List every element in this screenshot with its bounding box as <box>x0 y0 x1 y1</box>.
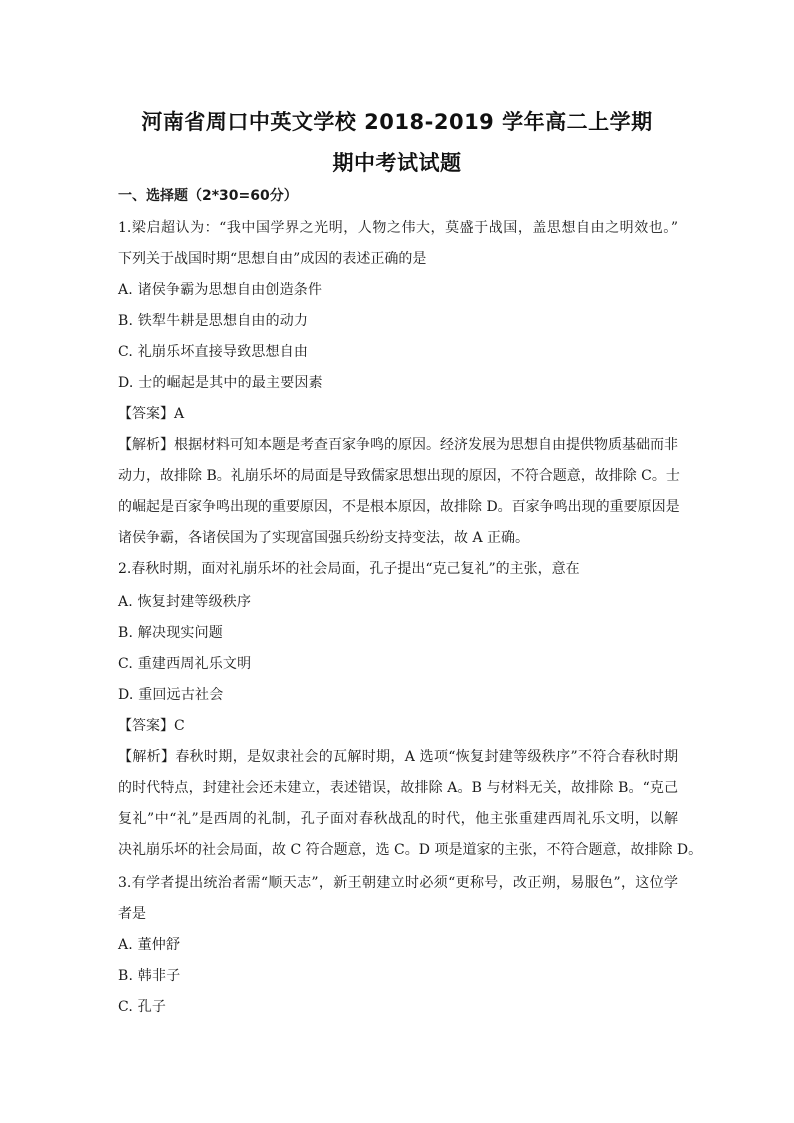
question-3-stem: 3.有学者提出统治者需“顺天志”，新王朝建立时必须“更称号，改正朔，易服色”，这位学 <box>118 875 678 891</box>
question-1-stem: 1.梁启超认为：“我中国学界之光明，人物之伟大，莫盛于战国，盖思想自由之明效也。” <box>118 220 678 236</box>
question-1-stem-cont: 下列关于战国时期“思想自由”成因的表述正确的是 <box>118 251 427 267</box>
question-1-analysis-line: 诸侯争霸，各诸侯国为了实现富国强兵纷纷支持变法，故 A 正确。 <box>118 530 530 546</box>
question-1-analysis-line: 【解析】根据材料可知本题是考查百家争鸣的原因。经济发展为思想自由提供物质基础而非 <box>118 437 678 453</box>
question-1-answer: 【答案】A <box>118 406 185 422</box>
question-2-option-d: D. 重回远古社会 <box>118 687 224 703</box>
question-2-analysis-line: 复礼”中“礼”是西周的礼制，孔子面对春秋战乱的时代，他主张重建西周礼乐文明，以解 <box>118 811 678 827</box>
question-2-answer: 【答案】C <box>118 718 185 734</box>
document-title: 河南省周口中英文学校 2018-2019 学年高二上学期 <box>141 110 653 134</box>
question-2-analysis-line: 决礼崩乐坏的社会局面，故 C 符合题意，选 C。D 项是道家的主张，不符合题意，故排除 D。 <box>118 842 703 858</box>
question-1-option-d: D. 士的崛起是其中的最主要因素 <box>118 375 323 391</box>
question-2-option-b: B. 解决现实问题 <box>118 625 223 641</box>
question-3-stem-cont: 者是 <box>118 906 146 922</box>
document-subtitle: 期中考试试题 <box>332 151 462 175</box>
question-2-option-c: C. 重建西周礼乐文明 <box>118 656 252 672</box>
question-2-analysis-line: 的时代特点，封建社会还未建立，表述错误，故排除 A。B 与材料无关，故排除 B。“克己 <box>118 780 678 796</box>
question-2-analysis-line: 【解析】春秋时期，是奴隶社会的瓦解时期，A 选项“恢复封建等级秩序”不符合春秋时期 <box>118 749 678 765</box>
question-2-option-a: A. 恢复封建等级秩序 <box>118 594 252 610</box>
question-1-option-b: B. 铁犁牛耕是思想自由的动力 <box>118 313 309 329</box>
section-heading: 一、选择题（2*30=60分） <box>118 188 298 204</box>
question-1-analysis-line: 动力，故排除 B。礼崩乐坏的局面是导致儒家思想出现的原因，不符合题意，故排除 C。士 <box>118 468 680 484</box>
question-1-option-a: A. 诸侯争霸为思想自由创造条件 <box>118 282 323 298</box>
question-3-option-a: A. 董仲舒 <box>118 937 181 953</box>
question-3-option-b: B. 韩非子 <box>118 968 181 984</box>
question-1-option-c: C. 礼崩乐坏直接导致思想自由 <box>118 344 309 360</box>
question-2-stem: 2.春秋时期，面对礼崩乐坏的社会局面，孔子提出“克己复礼”的主张，意在 <box>118 561 580 577</box>
question-3-option-c: C. 孔子 <box>118 999 167 1015</box>
question-1-analysis-line: 的崛起是百家争鸣出现的重要原因，不是根本原因，故排除 D。百家争鸣出现的重要原因是 <box>118 499 680 515</box>
